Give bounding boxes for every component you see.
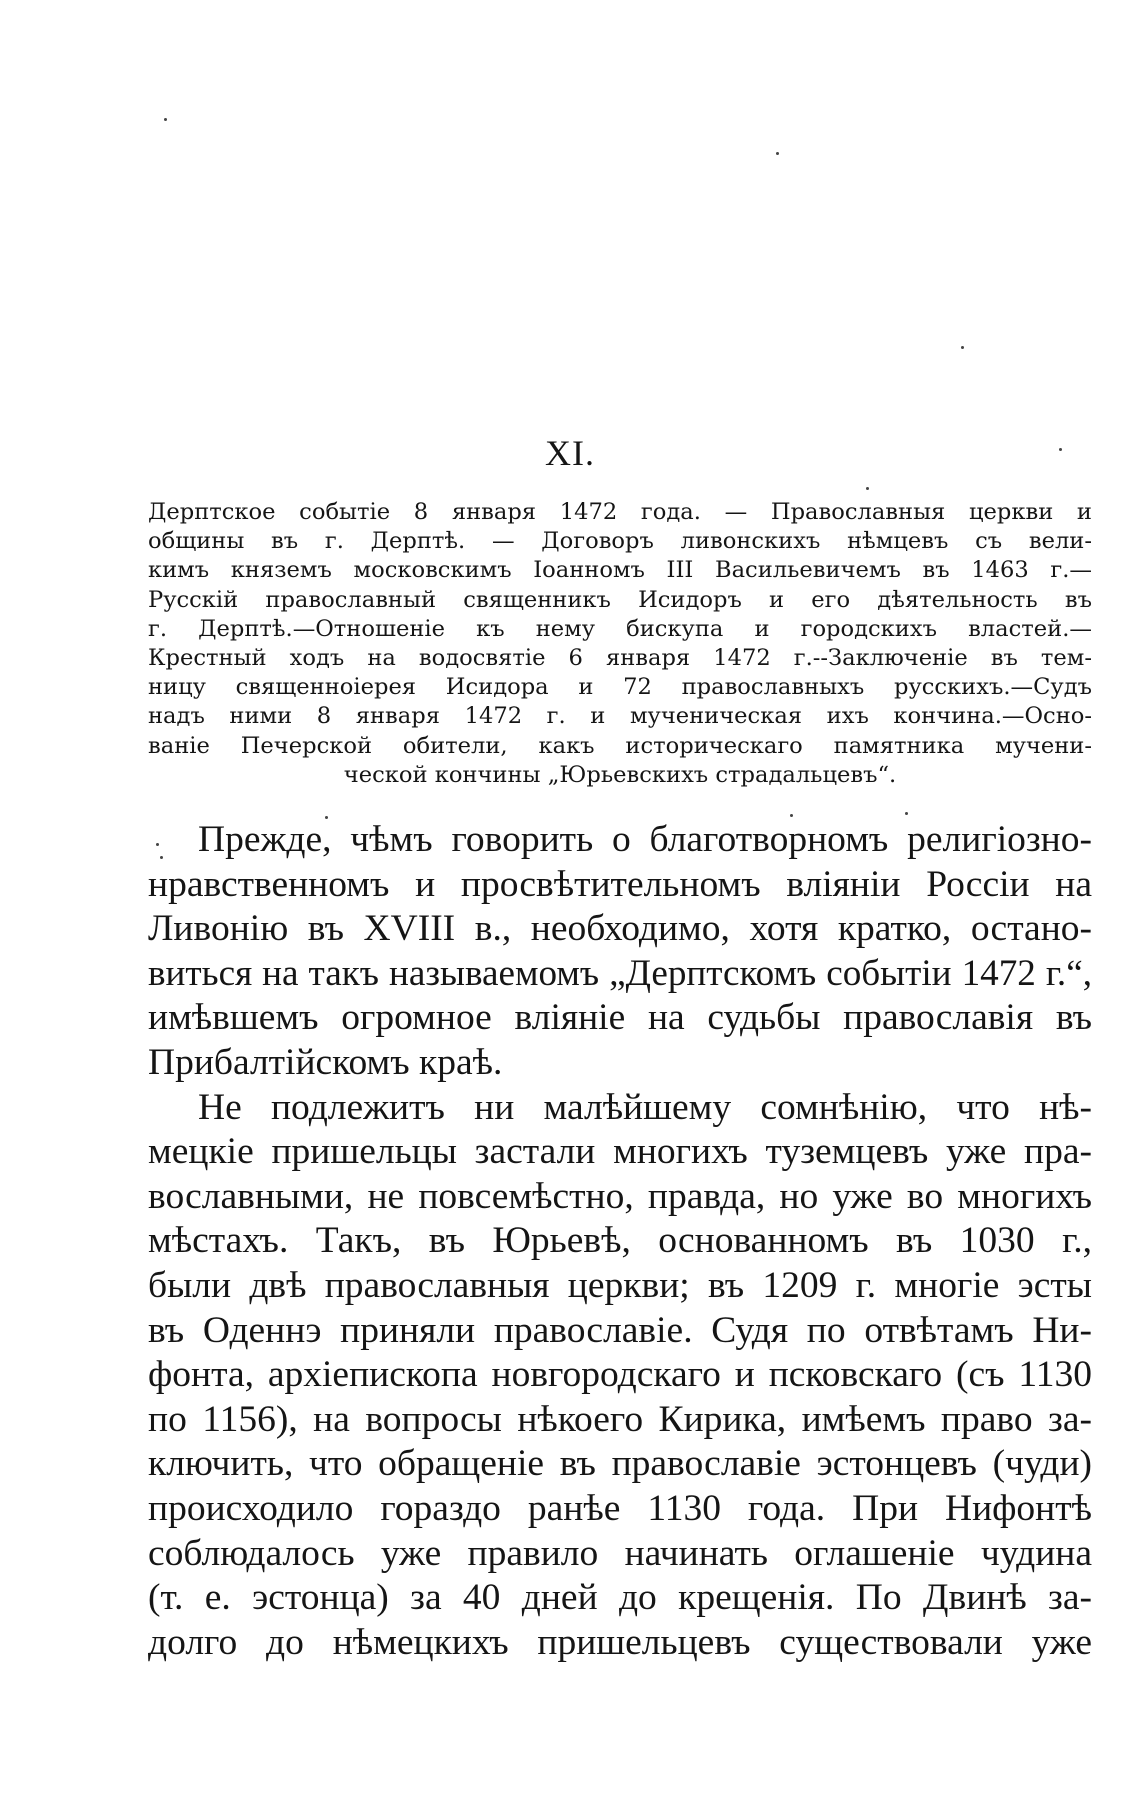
text-line: соблюдалось уже правило начинать оглашеніе чудина — [148, 1532, 1092, 1574]
text-line: Не подлежитъ ни малѣйшему сомнѣнію, что нѣ- — [198, 1086, 1092, 1128]
print-speck — [164, 118, 167, 121]
text-line: по 1156), на вопросы нѣкоего Кирика, имѣемъ право за- — [148, 1398, 1092, 1440]
print-speck — [776, 152, 779, 155]
summary-line: Крестный ходъ на водосвятіе 6 января 1472 г.--Заключеніе въ тем- — [148, 644, 1092, 671]
text-line: (т. е. эстонца) за 40 дней до крещенія. По Двинѣ за- — [148, 1577, 1092, 1619]
text-line: Ливонію въ XVIII в., необходимо, хотя кратко, остано- — [148, 908, 1092, 950]
text-line: происходило гораздо ранѣе 1130 года. При Нифонтѣ — [148, 1487, 1092, 1529]
print-speck — [961, 346, 964, 349]
text-line: нравственномъ и просвѣтительномъ вліяніи Россіи на — [148, 863, 1092, 905]
chapter-number: XI. — [545, 433, 595, 473]
summary-line: ваніе Печерской обители, какъ историческаго памятника мучени- — [148, 732, 1092, 759]
text-line: Прибалтійскомъ краѣ. — [148, 1041, 503, 1083]
summary-line: кимъ княземъ московскимъ Іоанномъ III Васильевичемъ въ 1463 г.— — [148, 557, 1092, 584]
paragraph — [148, 818, 1092, 1086]
text-line: виться на такъ называемомъ „Дерптскомъ событіи 1472 г.“, — [148, 952, 1092, 994]
text-line: фонта, архіепископа новгородскаго и псковскаго (съ 1130 — [148, 1354, 1092, 1396]
text-line: Прежде, чѣмъ говорить о благотворномъ религіозно- — [198, 819, 1092, 860]
text-line: мѣстахъ. Такъ, въ Юрьевѣ, основанномъ въ 1030 г., — [148, 1220, 1092, 1262]
body-text — [148, 818, 1092, 1665]
text-line: были двѣ православныя церкви; въ 1209 г. многіе эсты — [148, 1264, 1092, 1306]
summary-line: надъ ними 8 января 1472 г. и мученическая ихъ кончина.—Осно- — [148, 703, 1092, 730]
summary-line: Русскій православный священникъ Исидоръ и его дѣятельность въ — [148, 586, 1092, 613]
print-speck — [790, 814, 793, 817]
print-speck — [866, 487, 869, 490]
chapter-summary — [148, 498, 1092, 790]
text-line: имѣвшемъ огромное вліяніе на судьбы православія въ — [148, 997, 1092, 1039]
print-speck — [905, 812, 908, 815]
summary-line: Дерптское событіе 8 января 1472 года. — Православныя церкви и — [148, 499, 1092, 525]
summary-line: общины въ г. Дерптѣ. — Договоръ ливонскихъ нѣмцевъ съ вели- — [148, 528, 1092, 555]
summary-line: ческой кончины „Юрьевскихъ страдальцевъ“. — [343, 761, 897, 788]
text-line: мецкіе пришельцы застали многихъ туземцевъ уже пра- — [148, 1131, 1092, 1173]
text-line: долго до нѣмецкихъ пришельцевъ существовали уже — [148, 1621, 1092, 1663]
summary-line: г. Дерптѣ.—Отношеніе къ нему бискупа и городскихъ властей.— — [148, 615, 1092, 642]
text-line: въ Оденнэ приняли православіе. Судя по отвѣтамъ Ни- — [148, 1309, 1092, 1351]
text-line: ключить, что обращеніе въ православіе эстонцевъ (чуди) — [148, 1443, 1092, 1485]
summary-line: ницу священноіерея Исидора и 72 православныхъ русскихъ.—Судъ — [148, 674, 1092, 701]
paragraph — [148, 1086, 1092, 1666]
text-line: вославными, не повсемѣстно, правда, но уже во многихъ — [148, 1175, 1092, 1217]
